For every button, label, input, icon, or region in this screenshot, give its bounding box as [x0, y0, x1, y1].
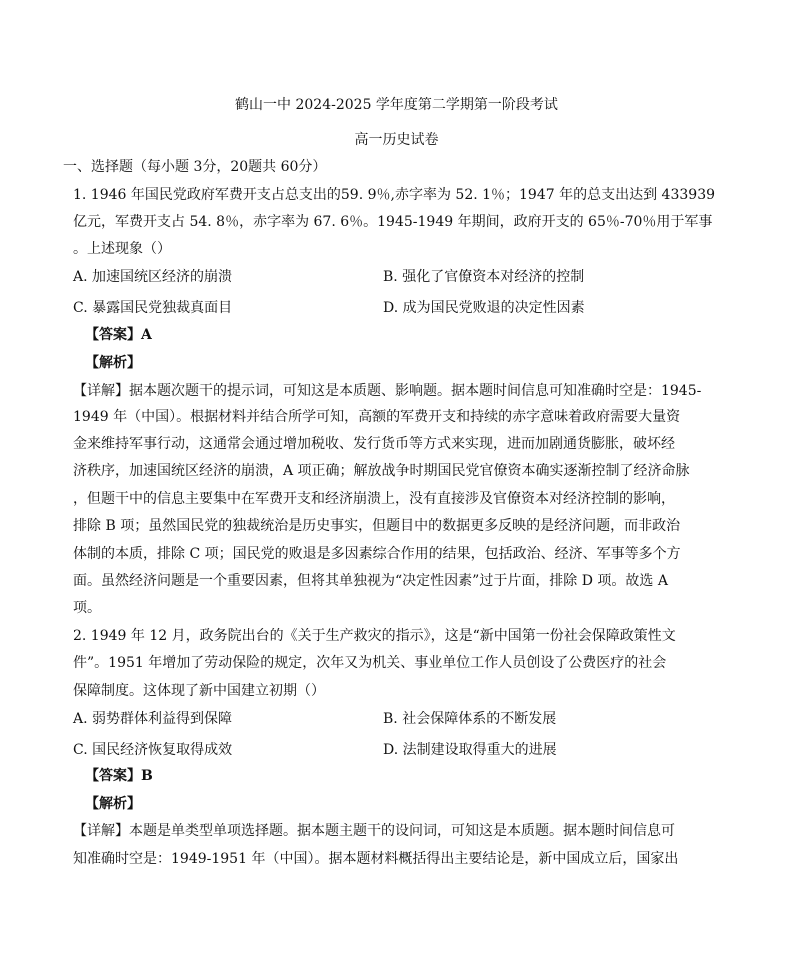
q1-detail-line-2: 1949 年（中国）。根据材料并结合所学可知，高额的军费开支和持续的赤字意味着政府需要大量资 — [73, 409, 681, 425]
q2-option-b: B. 社会保障体系的不断发展 — [383, 711, 557, 727]
q2-option-d: D. 法制建设取得重大的进展 — [383, 742, 557, 758]
q1-analysis-label: 【解析】 — [85, 355, 141, 371]
q1-option-c: C. 暴露国民党独裁真面目 — [73, 300, 233, 316]
q2-analysis-label: 【解析】 — [85, 796, 141, 812]
q1-stem-line-1: 1. 1946 年国民党政府军费开支占总支出的59. 9％,赤字率为 52. 1％；1947 年的总支出达到 433939 — [73, 187, 716, 203]
q2-stem-line-1: 2. 1949 年 12 月，政务院出台的《关于生产救灾的指示》，这是“新中国第一份社会保障政策性文 — [73, 628, 676, 644]
q1-detail-line-8: 面。虽然经济问题是一个重要因素，但将其单独视为“决定性因素”过于片面，排除 D 项。故选 A — [73, 573, 668, 589]
q2-answer: 【答案】B — [85, 768, 153, 784]
q2-option-a: A. 弱势群体利益得到保障 — [73, 711, 233, 727]
q1-detail-line-9: 项。 — [73, 600, 101, 616]
exam-subtitle: 高一历史试卷 — [354, 132, 439, 148]
q2-detail-line-1: 【详解】本题是单类型单项选择题。据本题主题干的设问词，可知这是本质题。据本题时间信息可 — [73, 823, 675, 839]
q1-detail-line-3: 金来维持军事行动，这通常会通过增加税收、发行货币等方式来实现，进而加剧通货膨胀，破坏经 — [73, 436, 675, 452]
q2-stem-line-3: 保障制度。这体现了新中国建立初期（） — [73, 683, 325, 699]
q1-detail-line-1: 【详解】据本题次题干的提示词，可知这是本质题、影响题。据本题时间信息可知准确时空是：1945- — [73, 383, 702, 399]
q1-detail-line-7: 体制的本质，排除 C 项；国民党的败退是多因素综合作用的结果，包括政治、经济、军事等多个方 — [73, 546, 681, 562]
q1-option-a: A. 加速国统区经济的崩溃 — [73, 269, 233, 285]
q1-detail-line-5: ，但题干中的信息主要集中在军费开支和经济崩溃上，没有直接涉及官僚资本对经济控制的影响， — [73, 491, 675, 507]
q1-option-b: B. 强化了官僚资本对经济的控制 — [383, 269, 585, 285]
q2-detail-line-2: 知准确时空是：1949-1951 年（中国）。据本题材料概括得出主要结论是，新中国成立后，国家出 — [73, 851, 679, 867]
q1-option-d: D. 成为国民党败退的决定性因素 — [383, 300, 585, 316]
q1-answer: 【答案】A — [85, 327, 152, 343]
q2-option-c: C. 国民经济恢复取得成效 — [73, 742, 233, 758]
q1-stem-line-3: 。上述现象（） — [73, 241, 171, 257]
q1-detail-line-4: 济秩序，加速国统区经济的崩溃，A 项正确；解放战争时期国民党官僚资本确实逐渐控制了经济命脉 — [73, 463, 690, 479]
exam-title: 鹤山一中 2024-2025 学年度第二学期第一阶段考试 — [235, 97, 558, 113]
section-heading: 一、选择题（每小题 3分，20题共 60分） — [63, 159, 327, 175]
q1-detail-line-6: 排除 B 项；虽然国民党的独裁统治是历史事实，但题目中的数据更多反映的是经济问题，而非政治 — [73, 518, 681, 534]
q2-stem-line-2: 件”。1951 年增加了劳动保险的规定，次年又为机关、事业单位工作人员创设了公费医疗的社会 — [73, 655, 667, 671]
q1-stem-line-2: 亿元，军费开支占 54. 8％，赤字率为 67. 6％。1945-1949 年期间，政府开支的 65％-70％用于军事 — [73, 214, 713, 230]
